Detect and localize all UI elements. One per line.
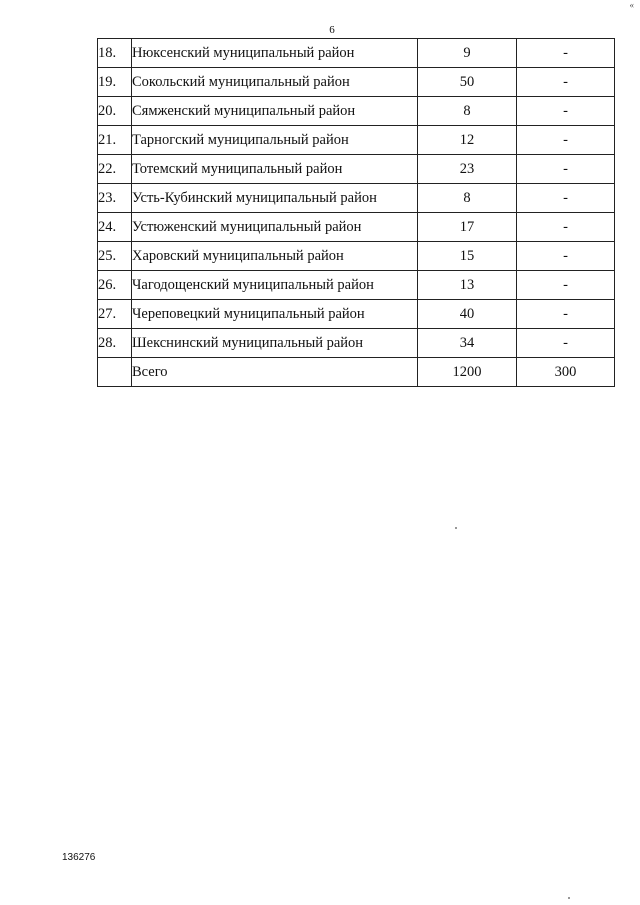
table-row xyxy=(98,126,615,155)
corner-mark: « xyxy=(629,0,634,10)
district-name: Череповецкий муниципальный район xyxy=(132,300,418,329)
row-number: 22. xyxy=(98,155,132,184)
table-row xyxy=(98,97,615,126)
table-row xyxy=(98,39,615,68)
table-body xyxy=(98,39,615,387)
table-row xyxy=(98,184,615,213)
value-column-2: - xyxy=(517,329,615,358)
value-column-1: 9 xyxy=(418,39,517,68)
value-column-2: - xyxy=(517,68,615,97)
table-row xyxy=(98,213,615,242)
row-number: 24. xyxy=(98,213,132,242)
district-table xyxy=(97,38,615,387)
row-number: 21. xyxy=(98,126,132,155)
value-column-1: 17 xyxy=(418,213,517,242)
scan-speck xyxy=(455,527,457,529)
district-name: Нюксенский муниципальный район xyxy=(132,39,418,68)
value-column-1: 50 xyxy=(418,68,517,97)
row-number: 20. xyxy=(98,97,132,126)
total-row-number xyxy=(98,358,132,387)
page-number: 6 xyxy=(329,24,335,36)
value-column-1: 23 xyxy=(418,155,517,184)
district-name: Шекснинский муниципальный район xyxy=(132,329,418,358)
value-column-2: - xyxy=(517,39,615,68)
document-code: 136276 xyxy=(62,852,96,863)
district-name: Сокольский муниципальный район xyxy=(132,68,418,97)
value-column-2: - xyxy=(517,126,615,155)
district-name: Чагодощенский муниципальный район xyxy=(132,271,418,300)
district-name: Тотемский муниципальный район xyxy=(132,155,418,184)
value-column-2: - xyxy=(517,300,615,329)
total-label: Всего xyxy=(132,358,418,387)
row-number: 25. xyxy=(98,242,132,271)
value-column-1: 8 xyxy=(418,184,517,213)
value-column-1: 40 xyxy=(418,300,517,329)
row-number: 19. xyxy=(98,68,132,97)
table-row xyxy=(98,242,615,271)
district-name: Харовский муниципальный район xyxy=(132,242,418,271)
value-column-2: - xyxy=(517,155,615,184)
row-number: 28. xyxy=(98,329,132,358)
row-number: 27. xyxy=(98,300,132,329)
row-number: 18. xyxy=(98,39,132,68)
table-row xyxy=(98,271,615,300)
value-column-1: 12 xyxy=(418,126,517,155)
table-row xyxy=(98,68,615,97)
district-name: Сямженский муниципальный район xyxy=(132,97,418,126)
total-value-1: 1200 xyxy=(418,358,517,387)
scan-speck xyxy=(568,897,570,899)
value-column-2: - xyxy=(517,97,615,126)
total-row xyxy=(98,358,615,387)
value-column-2: - xyxy=(517,242,615,271)
row-number: 23. xyxy=(98,184,132,213)
value-column-2: - xyxy=(517,184,615,213)
district-name: Усть-Кубинский муниципальный район xyxy=(132,184,418,213)
table-row xyxy=(98,300,615,329)
value-column-2: - xyxy=(517,213,615,242)
table-row xyxy=(98,155,615,184)
total-value-2: 300 xyxy=(517,358,615,387)
value-column-1: 8 xyxy=(418,97,517,126)
value-column-1: 15 xyxy=(418,242,517,271)
value-column-2: - xyxy=(517,271,615,300)
value-column-1: 13 xyxy=(418,271,517,300)
row-number: 26. xyxy=(98,271,132,300)
district-name: Тарногский муниципальный район xyxy=(132,126,418,155)
district-name: Устюженский муниципальный район xyxy=(132,213,418,242)
value-column-1: 34 xyxy=(418,329,517,358)
table-row xyxy=(98,329,615,358)
